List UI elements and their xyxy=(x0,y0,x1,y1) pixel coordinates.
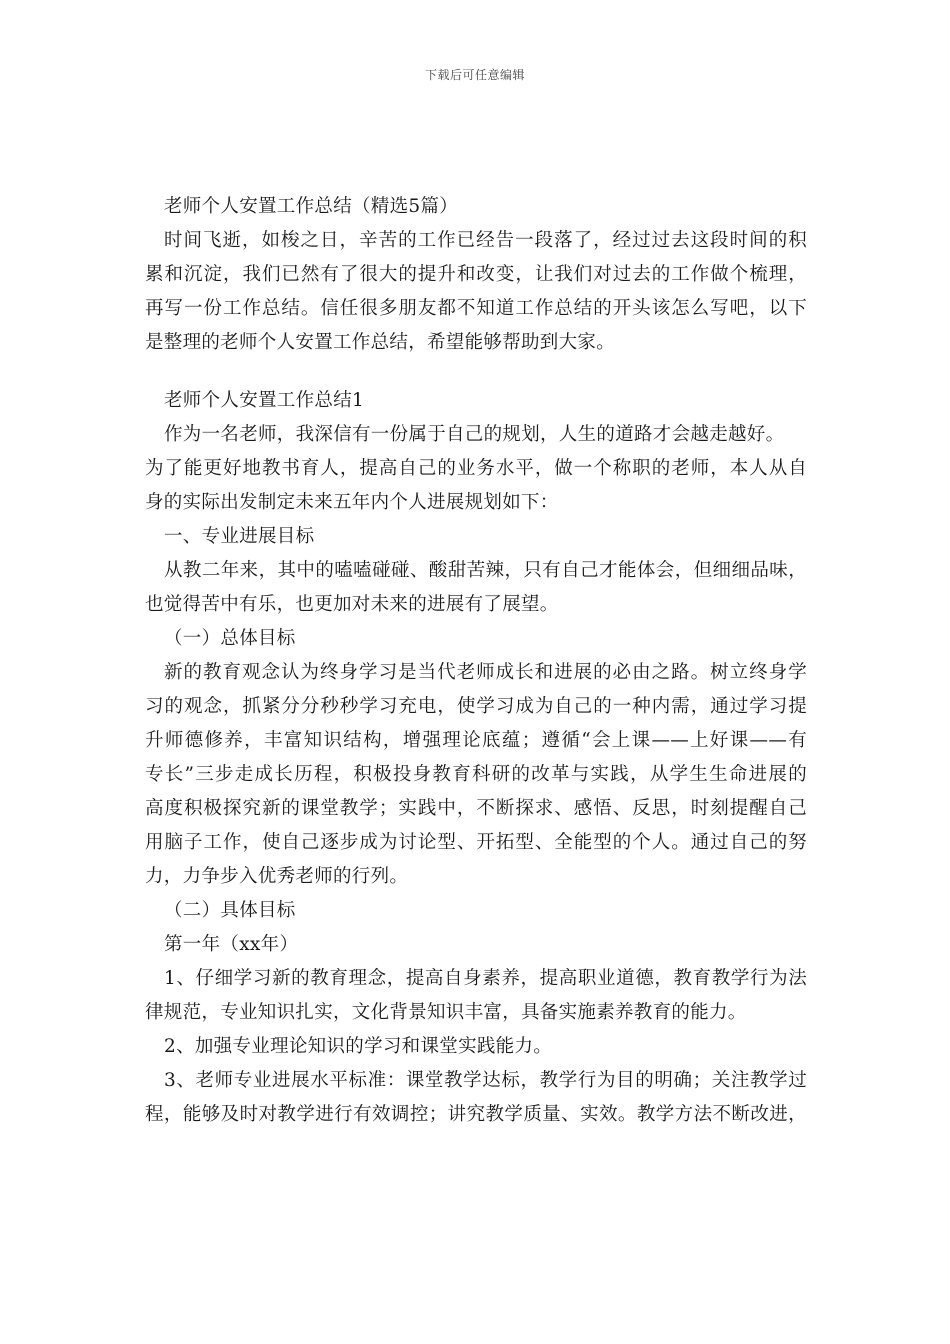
heading-overall-goal: （一）总体目标 xyxy=(164,628,296,649)
intro-line xyxy=(145,292,807,326)
item3-line-text: 3、老师专业进展水平标准：课堂教学达标，教学行为目的明确；关注教学过 xyxy=(164,1070,807,1091)
para3-line-text: 专长”三步走成长历程，积极投身教育科研的改革与实践，从学生生命进展的 xyxy=(145,764,807,785)
heading-specific-goals: （二）具体目标 xyxy=(164,900,296,921)
item1-line xyxy=(145,962,807,996)
para3-line xyxy=(145,656,807,690)
para3-line xyxy=(145,758,807,792)
intro-line xyxy=(145,224,807,258)
para3-line-text: 新的教育观念认为终身学习是当代老师成长和进展的必由之路。树立终身学 xyxy=(164,662,807,683)
item1-line: 律规范，专业知识扎实，文化背景知识丰富，具备实施素养教育的能力。 xyxy=(145,1002,747,1023)
para3-line xyxy=(145,792,807,826)
intro-line-text: 时间飞逝，如梭之日，辛苦的工作已经告一段落了，经过过去这段时间的积 xyxy=(164,230,807,251)
item2-line: 2、加强专业理论知识的学习和课堂实践能力。 xyxy=(164,1036,553,1057)
para3-line-text: 用脑子工作，使自己逐步成为讨论型、开拓型、全能型的个人。通过自己的努 xyxy=(145,832,807,853)
item3-line xyxy=(145,1098,807,1132)
paragraph-gap xyxy=(145,360,807,384)
para3-line xyxy=(145,826,807,860)
para2-line: 也觉得苦中有乐，也更加对未来的进展有了展望。 xyxy=(145,594,559,615)
intro-line-text: 再写一份工作总结。信任很多朋友都不知道工作总结的开头该怎么写吧，以下 xyxy=(145,298,807,319)
para3-line-text: 高度积极探究新的课堂教学；实践中，不断探求、感悟、反思，时刻提醒自己 xyxy=(145,798,807,819)
para1-line: 作为一名老师，我深信有一份属于自己的规划，人生的道路才会越走越好。 xyxy=(164,424,785,445)
intro-line xyxy=(145,258,807,292)
header-note: 下载后可任意编辑 xyxy=(424,68,525,82)
para1-line: 身的实际出发制定未来五年内个人进展规划如下： xyxy=(145,492,559,513)
item3-line xyxy=(145,1064,807,1098)
intro-line-text: 累和沉淀，我们已然有了很大的提升和改变，让我们对过去的工作做个梳理， xyxy=(145,264,807,285)
heading-first-year: 第一年（xx年） xyxy=(164,934,299,955)
item3-line-text: 程，能够及时对教学进行有效调控；讲究教学质量、实效。教学方法不断改进， xyxy=(145,1104,807,1125)
para3-line xyxy=(145,690,807,724)
para1-line xyxy=(145,452,807,486)
para3-line: 力，力争步入优秀老师的行列。 xyxy=(145,866,409,887)
para3-line xyxy=(145,724,807,758)
heading-professional-goals: 一、专业进展目标 xyxy=(164,526,315,547)
intro-line: 是整理的老师个人安置工作总结，希望能够帮助到大家。 xyxy=(145,332,616,353)
para2-line xyxy=(145,554,807,588)
section-title: 老师个人安置工作总结1 xyxy=(164,390,365,411)
para3-line-text: 升师德修养，丰富知识结构，增强理论底蕴；遵循“会上课——上好课——有 xyxy=(145,730,807,751)
item1-line-text: 1、仔细学习新的教育理念，提高自身素养，提高职业道德，教育教学行为法 xyxy=(164,968,807,989)
document-title: 老师个人安置工作总结（精选5篇） xyxy=(164,196,459,217)
para2-line-text: 从教二年来，其中的嗑嗑碰碰、酸甜苦辣，只有自己才能体会，但细细品味， xyxy=(164,560,807,581)
document-body xyxy=(145,190,807,1132)
para1-line-text: 为了能更好地教书育人，提高自己的业务水平，做一个称职的老师，本人从自 xyxy=(145,458,807,479)
para3-line-text: 习的观念，抓紧分分秒秒学习充电，使学习成为自己的一种内需，通过学习提 xyxy=(145,696,807,717)
